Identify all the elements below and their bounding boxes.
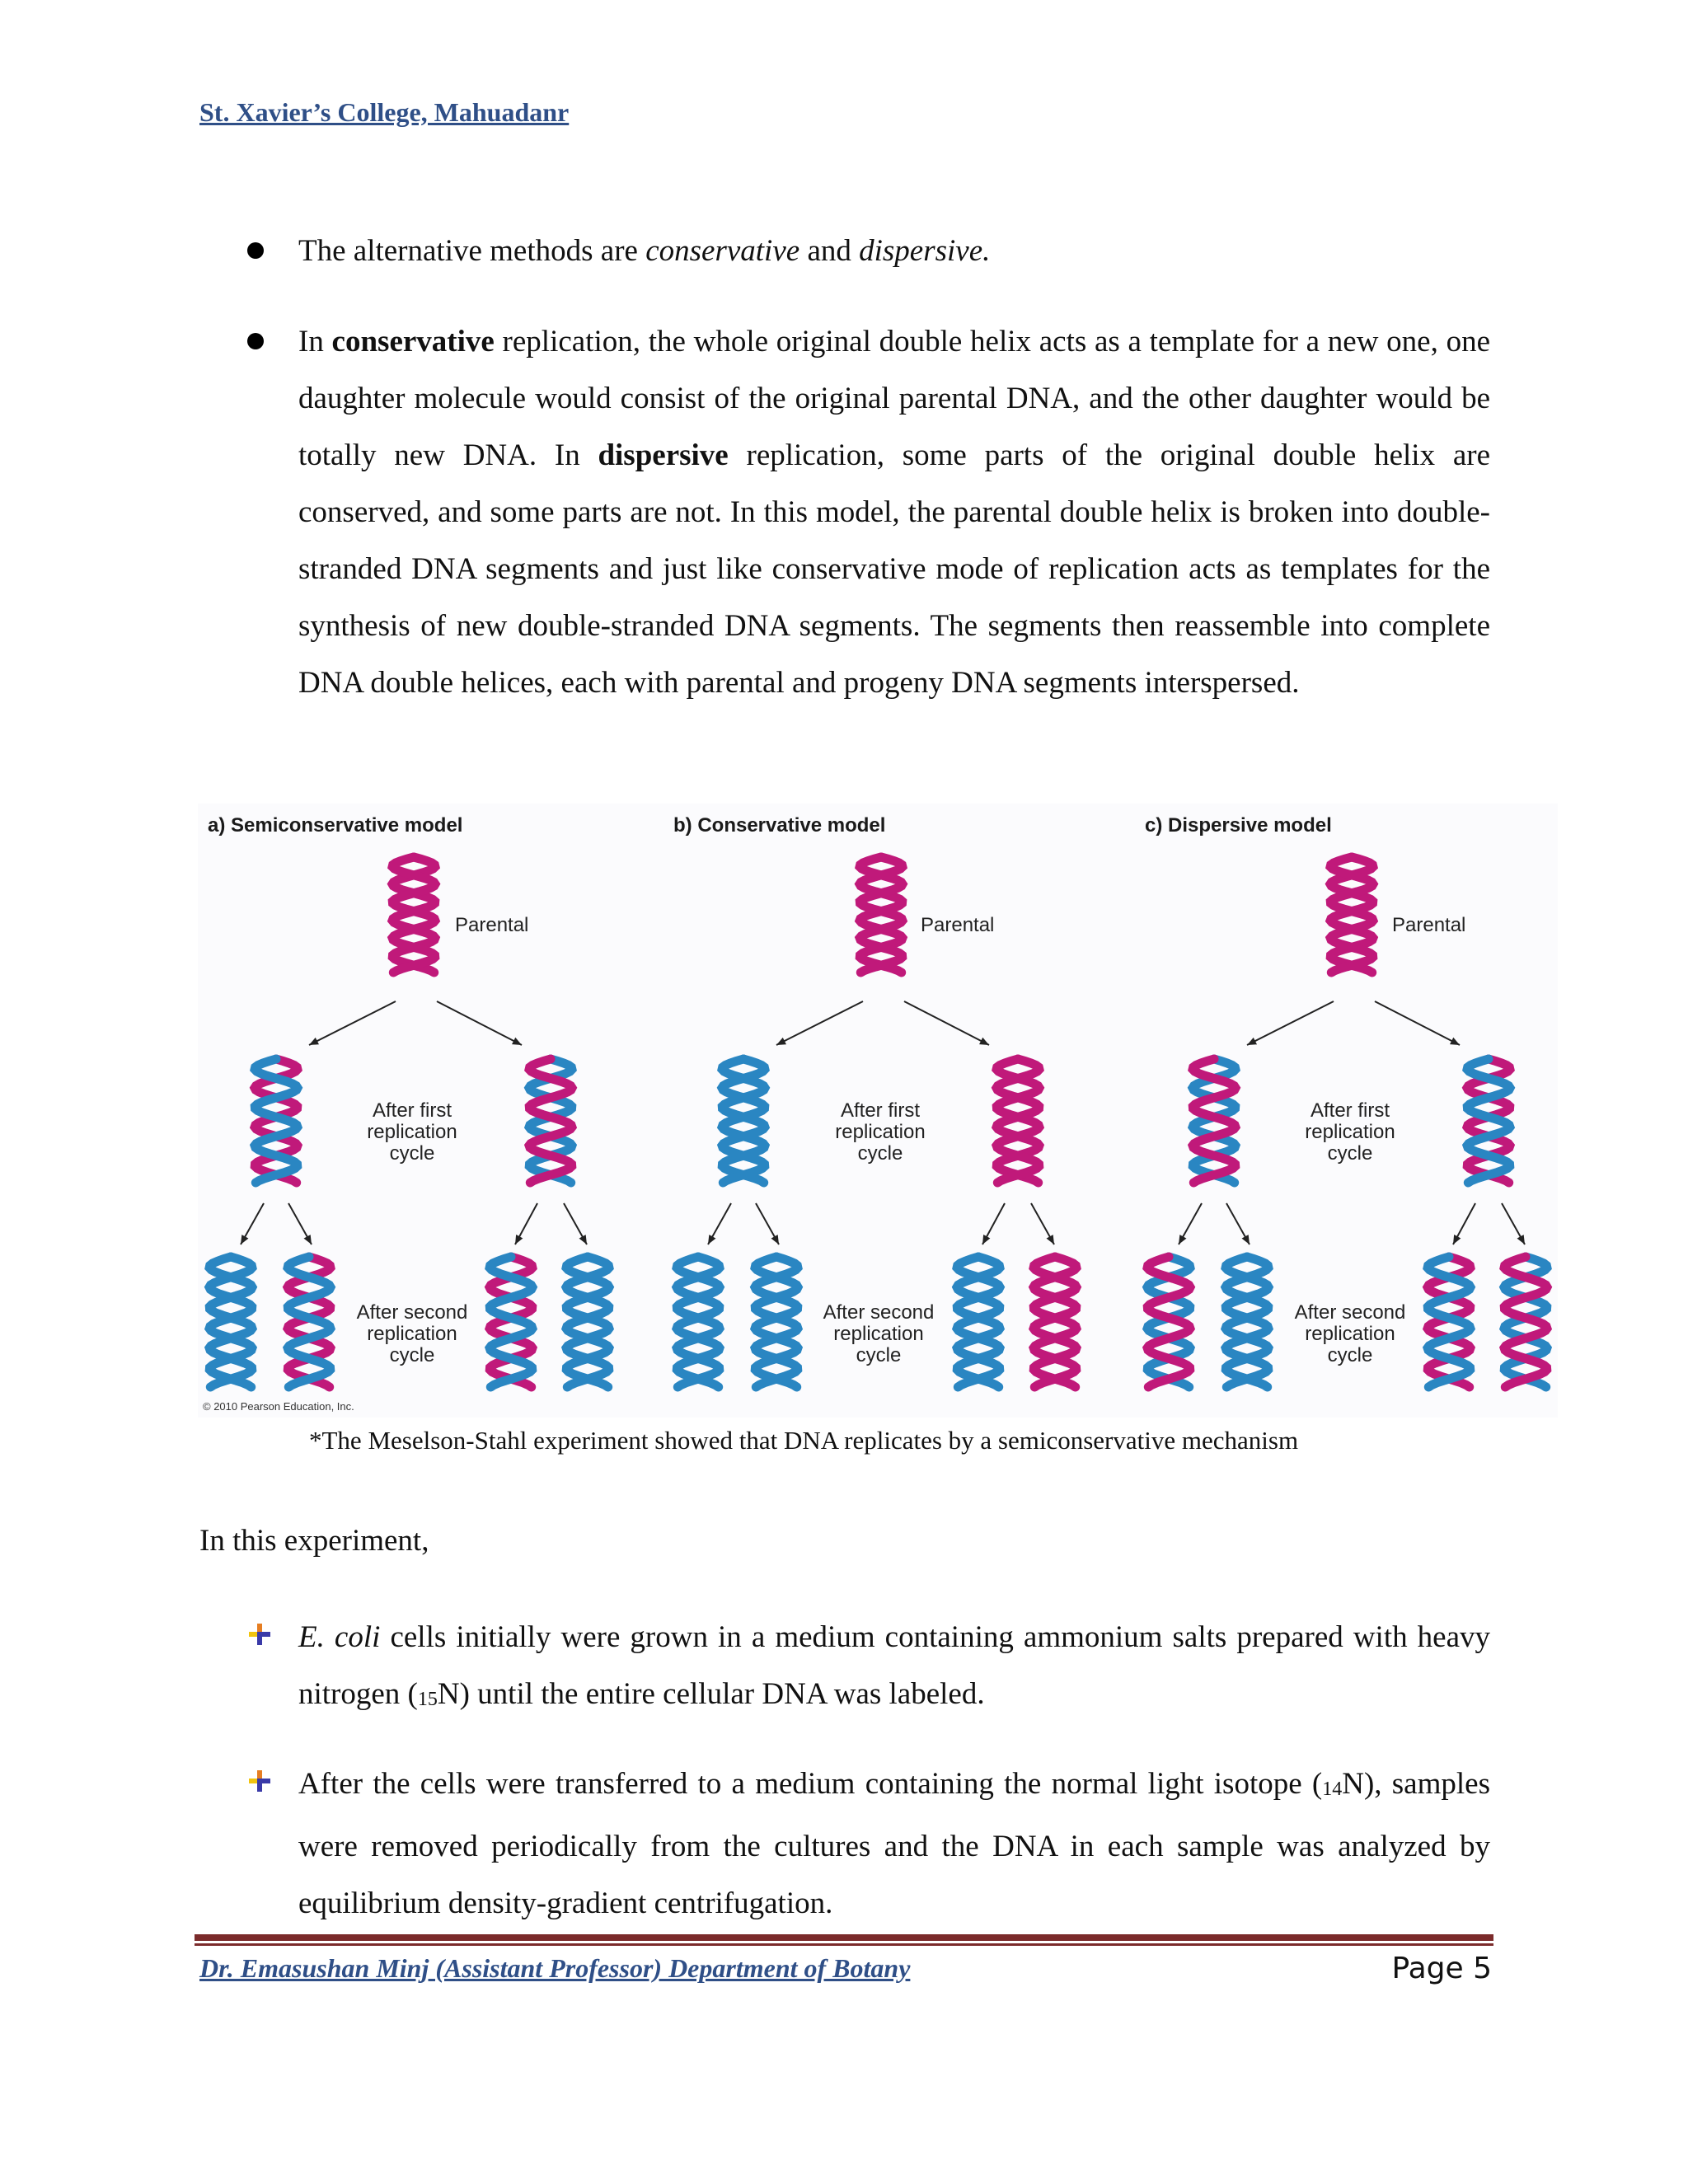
footer-rule [195, 1934, 1493, 1941]
panel-a-first-cycle-label: After first replication cycle [367, 1099, 457, 1165]
second-cycle-helix [755, 1257, 798, 1387]
replication-arrow-icon [756, 1203, 779, 1244]
replication-arrow-icon [776, 1001, 863, 1045]
header-institution: St. Xavier’s College, Mahuadanr [199, 97, 570, 127]
bullet-text: In conservative replication, the whole original double helix acts as a template for a new one, one daughter molecule would consist of the original parental DNA, and the other daughter would be totally new DNA. In dispersive replication, some parts of the original double helix are conserved, and some parts are not. In this model, the parental double helix is broken into double-stranded DNA segments and just like conservative mode of replication acts as templates for the synthesis of new double-stranded DNA segments. The segments then reassemble into complete DNA double helices, each with parental and progeny DNA segments interspersed. [298, 325, 1490, 700]
replication-arrow-icon [288, 1203, 312, 1244]
experiment-text: E. coli cells initially were grown in a medium containing ammonium salts prepared with heavy nitrogen $(_{15}N)$ until the entire cellular DNA was labeled. [298, 1620, 1490, 1711]
experiment-intro: In this experiment, [199, 1524, 429, 1558]
panel-c-second-cycle-label: After second replication cycle [1294, 1301, 1406, 1366]
replication-arrow-icon [1179, 1203, 1202, 1244]
replication-arrow-icon [1375, 1001, 1460, 1045]
parental-helix [1330, 857, 1373, 972]
second-cycle-helix [1504, 1257, 1547, 1387]
second-cycle-helix [1147, 1257, 1190, 1387]
replication-arrow-icon [904, 1001, 989, 1045]
parental-helix [392, 857, 435, 972]
replication-arrow-icon [309, 1001, 396, 1045]
panel-c-first-cycle-label: After first replication cycle [1305, 1099, 1395, 1165]
second-cycle-helix [957, 1257, 1000, 1387]
panel-a-title: a) Semiconservative model [208, 814, 463, 837]
first-cycle-helix [722, 1059, 765, 1183]
panel-b-parental-label: Parental [921, 914, 995, 936]
experiment-text: After the cells were transferred to a medium containing the normal light isotope $(_{14}N)$, samples were removed periodically from the cultures and the DNA in each sample was analyzed by equilibrium density-gradient centrifugation. [298, 1767, 1490, 1920]
replication-arrow-icon [1453, 1203, 1475, 1244]
first-cycle-helix [1467, 1059, 1510, 1183]
replication-arrow-icon [1031, 1203, 1054, 1244]
bullet-dot-icon [247, 242, 264, 259]
first-cycle-helix [529, 1059, 572, 1183]
figure-caption: *The Meselson-Stahl experiment showed that DNA replicates by a semiconservative mechanism [309, 1426, 1299, 1455]
second-cycle-helix [566, 1257, 609, 1387]
second-cycle-helix [677, 1257, 720, 1387]
second-cycle-helix [1226, 1257, 1268, 1387]
footer-author: Dr. Emasushan Minj (Assistant Professor) Department of Botany [199, 1953, 911, 1983]
figure-copyright: © 2010 Pearson Education, Inc. [203, 1400, 354, 1413]
second-cycle-helix [209, 1257, 252, 1387]
replication-arrow-icon [564, 1203, 587, 1244]
first-cycle-helix [1193, 1059, 1236, 1183]
panel-c-parental-label: Parental [1392, 914, 1466, 936]
replication-arrow-icon [1247, 1001, 1334, 1045]
replication-models-figure [198, 804, 1558, 1418]
bullet-text: The alternative methods are conservative and dispersive. [298, 234, 991, 268]
second-cycle-helix [1428, 1257, 1470, 1387]
panel-c-title: c) Dispersive model [1145, 814, 1332, 837]
first-cycle-helix [255, 1059, 298, 1183]
panel-b-second-cycle-label: After second replication cycle [823, 1301, 935, 1366]
panel-a-second-cycle-label: After second replication cycle [356, 1301, 468, 1366]
replication-arrow-icon [1502, 1203, 1525, 1244]
second-cycle-helix [490, 1257, 532, 1387]
replication-arrow-icon [982, 1203, 1005, 1244]
footer-rule-thin [195, 1943, 1493, 1946]
replication-arrow-icon [1226, 1203, 1250, 1244]
page-number: Page 5 [1391, 1952, 1492, 1985]
parental-helix [860, 857, 903, 972]
replication-arrow-icon [241, 1203, 264, 1244]
replication-arrow-icon [437, 1001, 522, 1045]
panel-b-first-cycle-label: After first replication cycle [835, 1099, 926, 1165]
plus-bullet-icon [247, 1622, 272, 1647]
replication-arrow-icon [708, 1203, 731, 1244]
plus-bullet-icon [247, 1769, 272, 1793]
panel-a-parental-label: Parental [455, 914, 529, 936]
replication-arrow-icon [515, 1203, 537, 1244]
second-cycle-helix [288, 1257, 331, 1387]
first-cycle-helix [996, 1059, 1039, 1183]
bullet-dot-icon [247, 333, 264, 349]
panel-b-title: b) Conservative model [673, 814, 886, 837]
second-cycle-helix [1034, 1257, 1076, 1387]
